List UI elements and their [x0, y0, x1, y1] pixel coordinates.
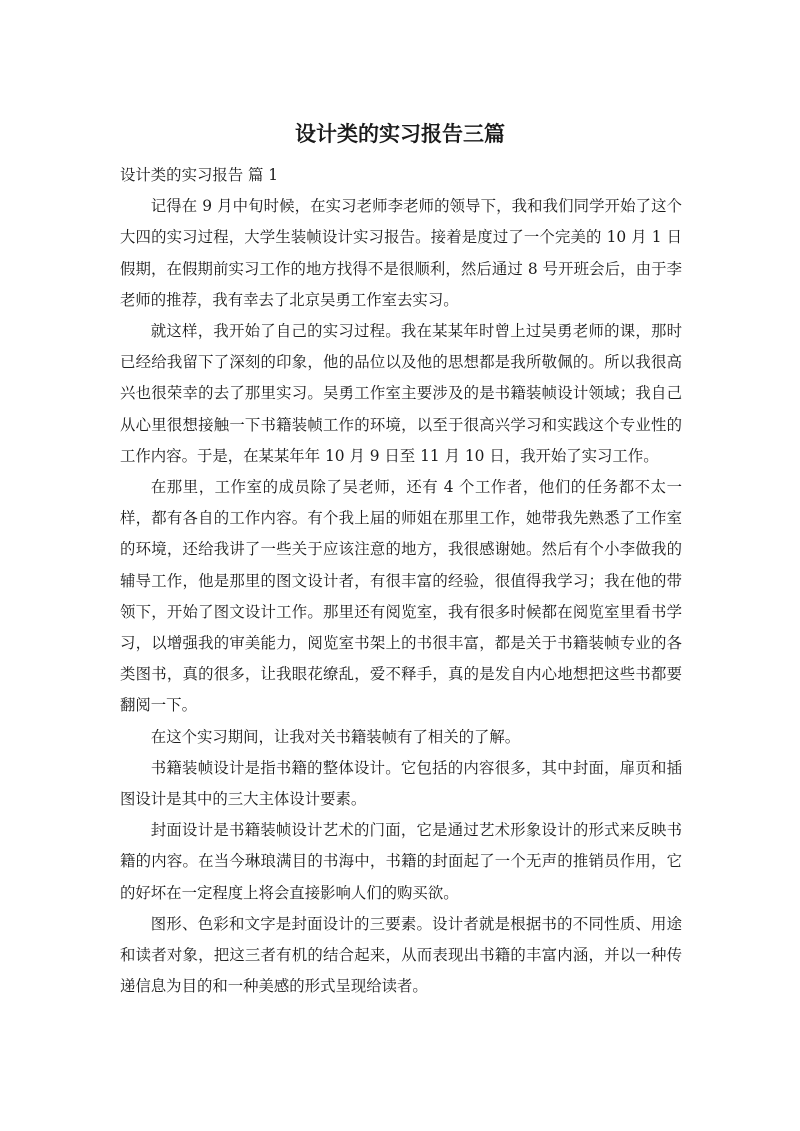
- paragraph-3: 在那里，工作室的成员除了吴老师，还有 4 个工作者，他们的任务都不太一样，都有各自的工作内容。有个我上届的师姐在那里工作，她带我先熟悉了工作室的环境，还给我讲了一些关于应该注意的地方，我很感谢她。然后有个小李做我的辅导工作，他是那里的图文设计者，有很丰富的经验，很值得我学习；我在他的带领下，开始了图文设计工作。那里还有阅览室，我有很多时候都在阅览室里看书学习，以增强我的审美能力，阅览室书架上的书很丰富，都是关于书籍装帧专业的各类图书，真的很多，让我眼花缭乱，爱不释手，真的是发自内心地想把这些书都要翻阅一下。: [120, 478, 682, 715]
- document-title: 设计类的实习报告三篇: [295, 122, 505, 146]
- section-heading: 设计类的实习报告 篇 1: [120, 166, 279, 184]
- paragraph-5: 书籍装帧设计是指书籍的整体设计。它包括的内容很多，其中封面，扉页和插图设计是其中的三大主体设计要素。: [120, 758, 682, 809]
- paragraph-2: 就这样，我开始了自己的实习过程。我在某某年时曾上过吴勇老师的课，那时已经给我留下了深刻的印象，他的品位以及他的思想都是我所敬佩的。所以我很高兴也很荣幸的去了那里实习。吴勇工作室主要涉及的是书籍装帧设计领域；我自己从心里很想接触一下书籍装帧工作的环境，以至于很高兴学习和实践这个专业性的工作内容。于是，在某某年年 10 月 9 日至 11 月 10 日，我开始了实习工作。: [120, 322, 682, 465]
- paragraph-6: 封面设计是书籍装帧设计艺术的门面，它是通过艺术形象设计的形式来反映书籍的内容。在当今琳琅满目的书海中，书籍的封面起了一个无声的推销员作用，它的好坏在一定程度上将会直接影响人们的购买欲。: [120, 821, 682, 902]
- paragraph-1: 记得在 9 月中旬时候，在实习老师李老师的领导下，我和我们同学开始了这个大四的实习过程，大学生装帧设计实习报告。接着是度过了一个完美的 10 月 1 日假期，在假期前实习工作的地方找得不是很顺利，然后通过 8 号开班会后，由于李老师的推荐，我有幸去了北京吴勇工作室去实习。: [120, 197, 682, 309]
- paragraph-7: 图形、色彩和文字是封面设计的三要素。设计者就是根据书的不同性质、用途和读者对象，把这三者有机的结合起来，从而表现出书籍的丰富内涵，并以一种传递信息为目的和一种美感的形式呈现给读者。: [120, 914, 682, 996]
- document-body: [120, 160, 682, 1002]
- paragraph-4: 在这个实习期间，让我对关书籍装帧有了相关的了解。: [150, 727, 521, 746]
